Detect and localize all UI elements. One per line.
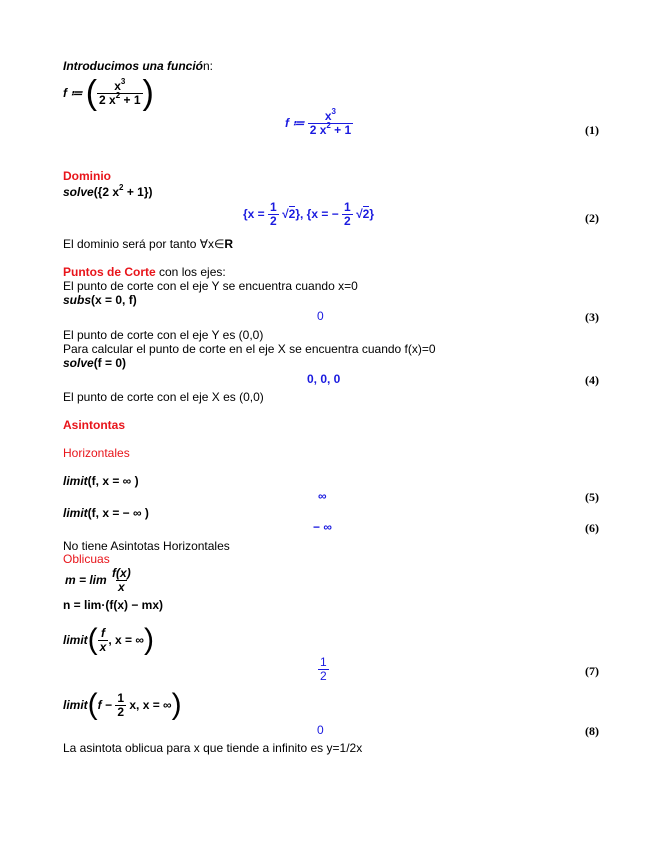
equation-label-6: (6) [585, 521, 599, 535]
output-7: $\frac{1}{2}$ [320, 655, 327, 683]
output-5: ∞ [318, 489, 327, 503]
equation-label-4: (4) [585, 373, 599, 387]
input-solve-dominio[interactable]: solve({2 $x^2 + 1$}) [63, 183, 153, 199]
output-f-definition: f ≔ $\frac{x^3}{2 x^2 + 1}$ [285, 107, 352, 137]
cortes-x-text: Para calcular el punto de corte en el eje X se encuentra cuando f(x)=0 [63, 342, 436, 356]
intro-line [63, 59, 213, 73]
section-heading-asintontas: Asintontas [63, 418, 126, 432]
input-solve-f[interactable]: solve(f = 0) [63, 356, 127, 370]
input-limit-neg-inf[interactable]: limit(f, x = − ∞ ) [63, 506, 149, 520]
input-limit-inf[interactable]: limit(f, x = ∞ ) [63, 474, 139, 488]
equation-label-1: (1) [585, 123, 599, 137]
equation-label-7: (7) [585, 664, 599, 678]
output-6: − ∞ [313, 520, 332, 534]
output-dominio-solutions: {x = $\frac{1}{2}$ √2}, {x = − $\frac{1}{2}$ √2} [243, 200, 375, 228]
output1-fraction: $\frac{x^3}{2 x^2 + 1}$ [309, 107, 352, 137]
oblicua-conclusion: La asintota oblicua para x que tiende a infinito es y=1/2x [63, 741, 363, 755]
input1-fraction: $\frac{x^3}{2 x^2 + 1}$ [99, 76, 141, 107]
right-paren: ) [142, 74, 154, 112]
intro-rest: n: [203, 59, 214, 73]
subheading-horizontales: Horizontales [63, 446, 130, 460]
equation-label-5: (5) [585, 490, 599, 504]
section-heading-cortes: Puntos de Corte con los ejes: [63, 265, 226, 279]
m-definition[interactable]: m = lim $\frac{f(x)}{x}$ [65, 566, 131, 594]
dominio-conclusion: El dominio será por tanto ∀x∈R [63, 237, 234, 251]
input-limit-f-minus-half-x[interactable]: limit(f − $\frac{1}{2}$ x, x = ∞) [63, 688, 182, 721]
output-4: 0, 0, 0 [307, 372, 341, 386]
output-8: 0 [317, 723, 324, 737]
input1-lhs: f ≔ [63, 86, 83, 100]
no-horizontal-text: No tiene Asintotas Horizontales [63, 539, 230, 553]
intro-emph: Introducimos una funció [63, 59, 203, 73]
equation-label-8: (8) [585, 724, 599, 738]
equation-label-2: (2) [585, 211, 599, 225]
subheading-oblicuas: Oblicuas [63, 552, 110, 566]
cortes-x-result: El punto de corte con el eje X es (0,0) [63, 390, 264, 404]
input-f-definition[interactable] [63, 76, 154, 110]
input-limit-f-over-x[interactable]: limit( $\frac{f}{x}$ , x = ∞) [63, 623, 154, 656]
n-definition[interactable]: n = lim·(f(x) − mx) [63, 598, 164, 612]
left-paren: ( [85, 74, 98, 112]
cortes-y-result: El punto de corte con el eje Y es (0,0) [63, 328, 264, 342]
equation-label-3: (3) [585, 310, 599, 324]
section-heading-dominio: Dominio [63, 169, 111, 183]
output-3: 0 [317, 309, 324, 323]
input-subs[interactable]: subs(x = 0, f) [63, 293, 137, 307]
cortes-y-text: El punto de corte con el eje Y se encuentra cuando x=0 [63, 279, 358, 293]
